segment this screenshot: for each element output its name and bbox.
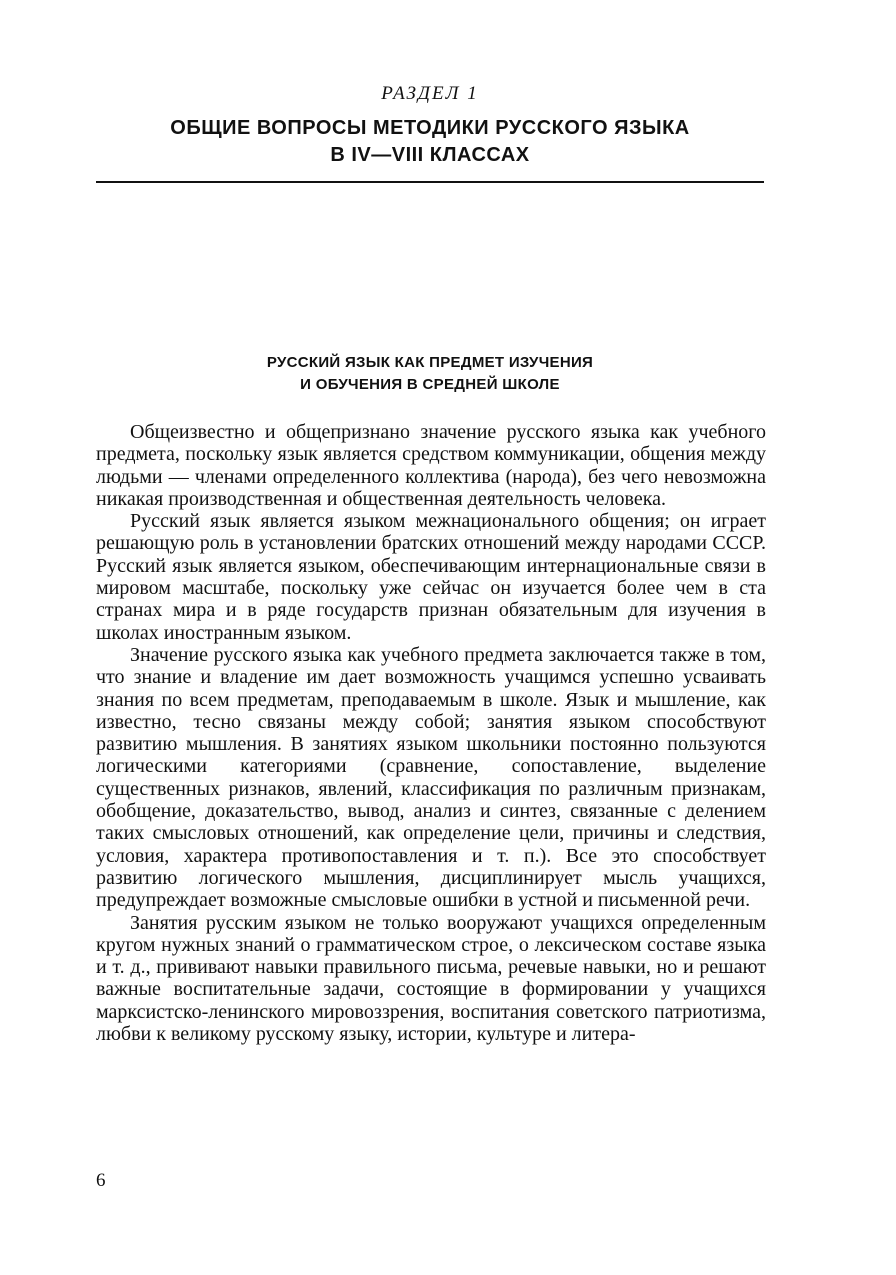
section-heading-line-1: РУССКИЙ ЯЗЫК КАК ПРЕДМЕТ ИЗУЧЕНИЯ [266, 354, 594, 371]
section-label: РАЗДЕЛ 1 [381, 83, 479, 104]
section-heading-line-2: И ОБУЧЕНИЯ В СРЕДНЕЙ ШКОЛЕ [300, 376, 560, 393]
paragraph: Общеизвестно и общепризнано значение русского языка как учебного предмета, поскольку язык является средством коммуникации, общения между людьми — членами определенного коллектива (народа), без чего невозможна никакая производственная и общественная деятельность человека. [96, 421, 766, 510]
title-divider [96, 181, 764, 183]
page-number: 6 [96, 1170, 106, 1191]
chapter-title-line-1: ОБЩИЕ ВОПРОСЫ МЕТОДИКИ РУССКОГО ЯЗЫКА [170, 117, 690, 139]
chapter-title [0, 115, 860, 169]
paragraph: Русский язык является языком межнационального общения; он играет решающую роль в установлении братских отношений между народами СССР. Русский язык является языком, обеспечивающим интернациональные связи в мировом масштабе, поскольку уже сейчас он изучается более чем в ста странах мира и в ряде государств признан обязательным для изучения в школах иностранным языком. [96, 510, 766, 644]
body-text [96, 421, 766, 1045]
chapter-title-line-2: В IV—VIII КЛАССАХ [330, 144, 530, 166]
paragraph: Значение русского языка как учебного предмета заключается также в том, что знание и владение им дает возможность учащимся успешно усваивать знания по всем предметам, преподаваемым в школе. Язык и мышление, как известно, тесно связаны между собой; занятия языком способствуют развитию мышления. В занятиях языком школьники постоянно пользуются логическими категориями (сравнение, сопоставление, выделение существенных ризнаков, явлений, классификация по различным признакам, обобщение, доказательство, вывод, анализ и синтез, связанные с делением таких смысловых отношений, как определение цели, причины и следствия, условия, характера противопоставления и т. п.). Все это способствует развитию логического мышления, дисциплинирует мысль учащихся, предупреждает возможные смысловые ошибки в устной и письменной речи. [96, 643, 766, 912]
section-heading [0, 352, 860, 396]
paragraph: Занятия русским языком не только вооружают учащихся определенным кругом нужных знаний о грамматическом строе, о лексическом составе языка и т. д., прививают навыки правильного письма, речевые навыки, но и решают важные воспитательные задачи, состоящие в формировании у учащихся марксистско-ленинского мировоззрения, воспитания советского патриотизма, любви к великому русскому языку, истории, культуре и литера- [96, 911, 766, 1046]
